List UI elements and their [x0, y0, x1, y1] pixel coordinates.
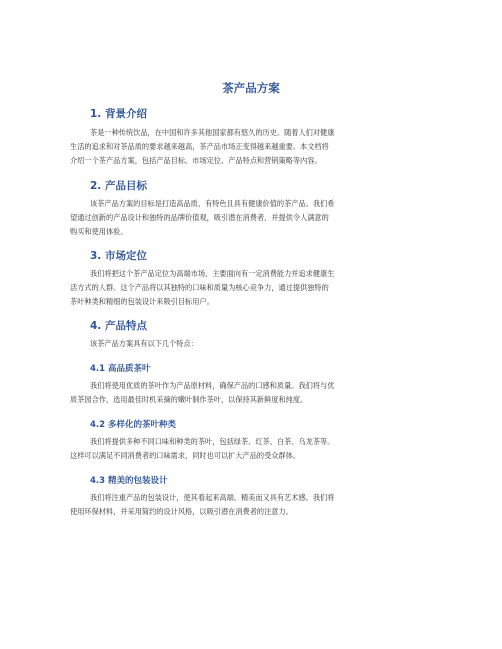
paragraph-line: 茶叶种类和精细的包装设计来吸引目标用户。 [70, 297, 214, 306]
paragraph-line: 使用环保材料，并采用简约的设计风格，以吸引潜在消费者的注意力。 [70, 507, 293, 516]
subsection-paragraph-tea-varieties [70, 435, 420, 463]
paragraph-line: 这样可以满足不同消费者的口味需求，同时也可以扩大产品的受众群体。 [70, 451, 301, 460]
section-paragraph-features [90, 337, 420, 351]
section-paragraph-goals [70, 197, 420, 239]
paragraph-line: 望通过创新的产品设计和独特的品牌价值观，吸引潜在消费者，并提供令人满意的 [70, 213, 329, 222]
section-heading-features: 4. 产品特点 [90, 320, 147, 332]
subsection-paragraph-packaging [70, 491, 420, 519]
paragraph-line: 介绍一个茶产品方案，包括产品目标、市场定位、产品特点和营销策略等内容。 [70, 156, 322, 165]
subsection-heading-tea-varieties: 4.2 多样化的茶叶种类 [90, 420, 177, 430]
paragraph-line: 购买和使用体验。 [70, 227, 128, 236]
subsection-heading-packaging: 4.3 精美的包装设计 [90, 476, 168, 486]
paragraph-line: 质茶园合作，选用最佳时机采摘的嫩叶制作茶叶，以保持其新鲜度和纯度。 [70, 395, 308, 404]
section-heading-background: 1. 背景介绍 [90, 108, 147, 120]
paragraph-line: 我们将把这个茶产品定位为高端市场，主要面向有一定消费能力并追求健康生 [90, 269, 335, 278]
paragraph-line: 我们将使用优质的茶叶作为产品原材料，确保产品的口感和质量。我们将与优 [90, 381, 335, 390]
paragraph-line: 我们将注重产品的包装设计，使其看起来高端、精美而又具有艺术感。我们将 [90, 493, 335, 502]
paragraph-line: 生活的追求和对茶品质的要求越来越高，茶产品市场正变得越来越重要。本文档将 [70, 142, 329, 151]
paragraph-line: 该茶产品方案具有以下几个特点： [90, 339, 198, 348]
paragraph-line: 茶是一种传统饮品，在中国和许多其他国家都有悠久的历史。随着人们对健康 [90, 128, 335, 137]
section-heading-positioning: 3. 市场定位 [90, 250, 147, 262]
section-paragraph-background [70, 126, 420, 168]
subsection-paragraph-quality-tea [70, 379, 420, 407]
subsection-heading-quality-tea: 4.1 高品质茶叶 [90, 364, 151, 374]
section-heading-goals: 2. 产品目标 [90, 180, 147, 192]
paragraph-line: 该茶产品方案的目标是打造高品质、有特色且具有健康价值的茶产品。我们希 [90, 199, 335, 208]
paragraph-line: 我们将提供多种不同口味和种类的茶叶，包括绿茶、红茶、白茶、乌龙茶等。 [90, 437, 335, 446]
paragraph-line: 活方式的人群。这个产品将以其独特的口味和质量为核心竞争力，通过提供独特的 [70, 283, 329, 292]
section-paragraph-positioning [70, 267, 420, 309]
document-title: 茶产品方案 [222, 81, 280, 95]
